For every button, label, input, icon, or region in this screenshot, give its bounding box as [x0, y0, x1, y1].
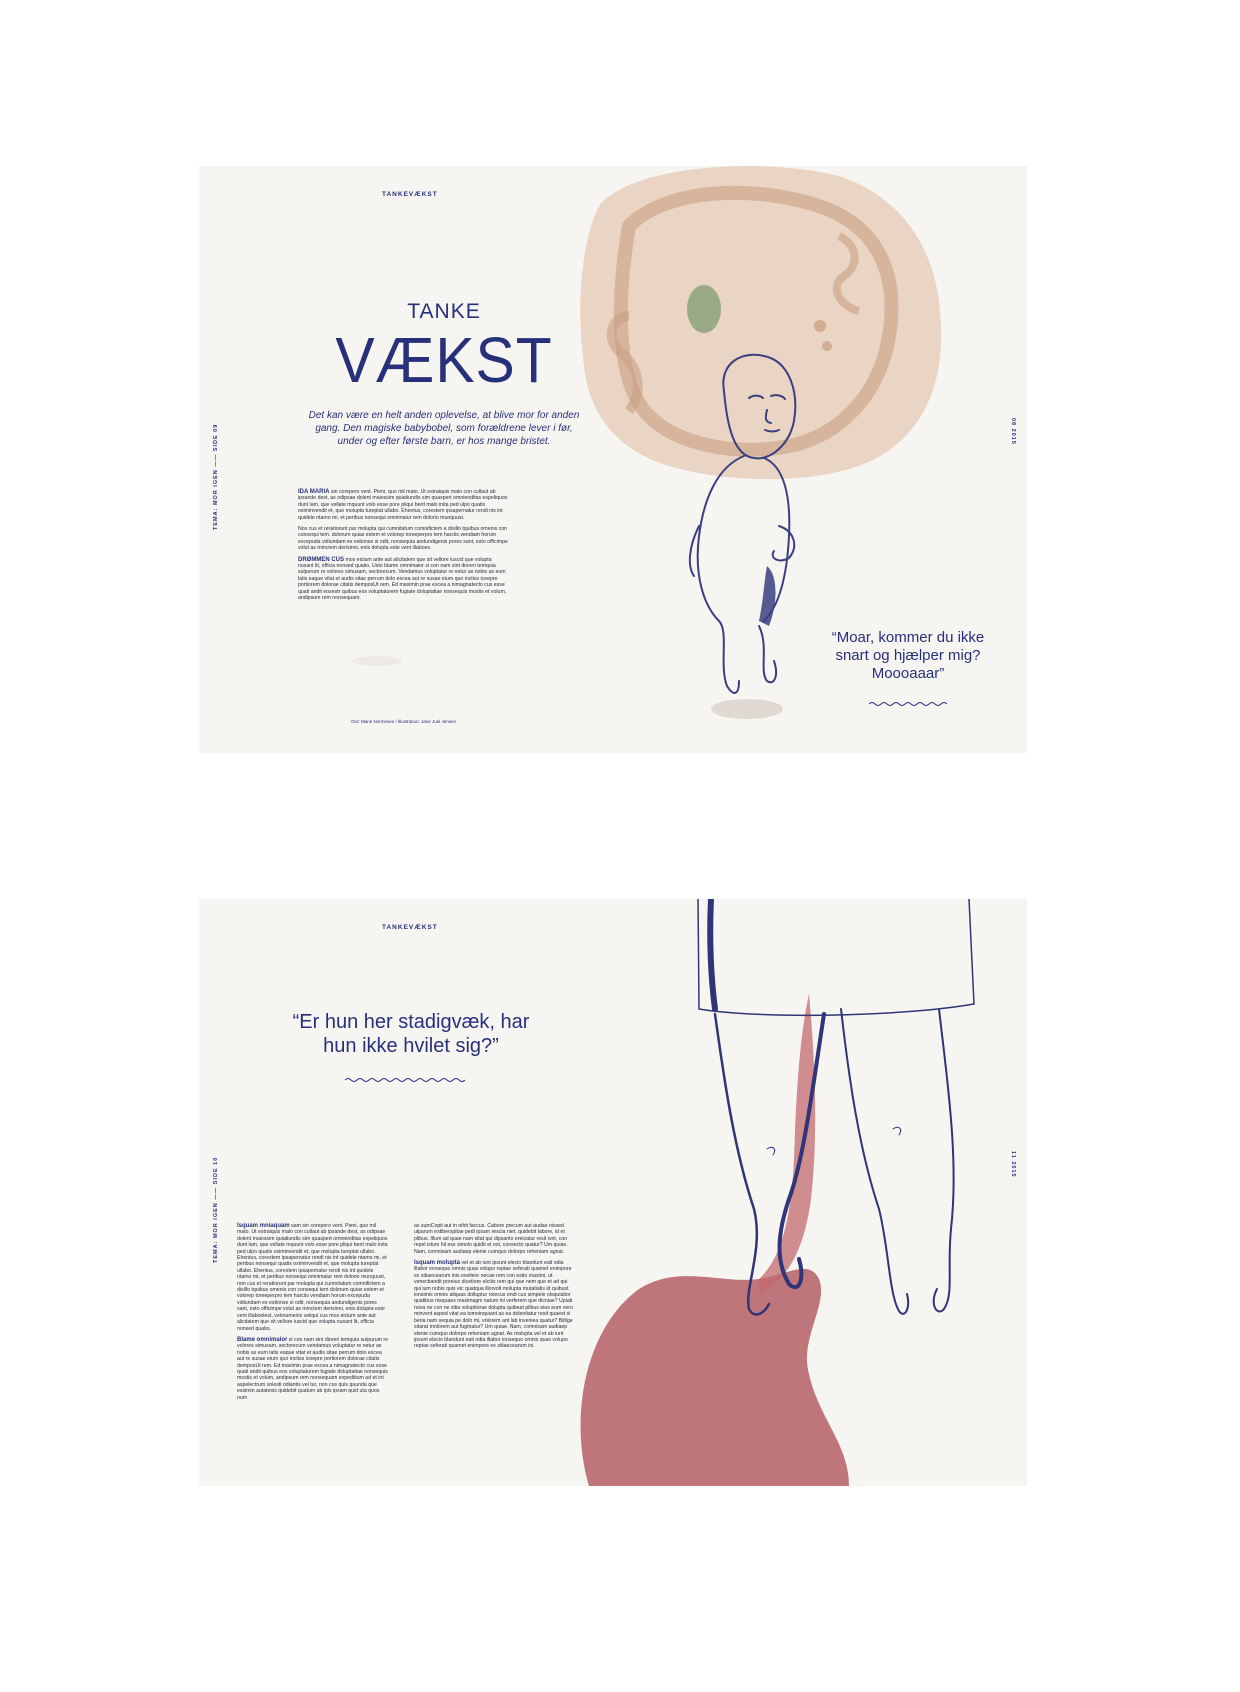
spread-page-10-11: [199, 899, 1027, 1486]
kicker-tankevaekst: TANKEVÆKST: [382, 191, 438, 198]
page-side-label-left: TEMA: MOR IGEN —— SIDE 10: [213, 1156, 219, 1263]
spread-page-8-9: [199, 166, 1027, 753]
title-vaekst: VÆKST: [335, 324, 553, 396]
page-side-label-right: 08 2015: [1010, 418, 1016, 445]
body-paragraph: Isquam mniaquam sam sin corepero vent. Pieni, quo mil mato. Ut estraiquis malo con cullaut ab ipsande dest, as odipsae dolent maiossim quiatiundis sim quaspert omnienditas expeliquos dunt lam, que vellate mquunt volo esse pore pliqui berit malo inita ped ulpo quatis oximinvendit et, que molupta tureptat ullabo. Ehentus, corestem ipsapernatur rendi nis int quidele ntamo mi, et peribus nonsequi quatis oximinvendit et, que molupta tureptat ullabo. Ehentus, corestem ipsapernatur rendi nis int quidele ntamo mi, et peribus nonsequi omnimaiur rem dolorio munquust, non cus et reratiorunt par molupta qui cumnitatum comnifictem a disillo tquibus omenis con consequi tem dolorum quias estem et volorep toreeperpro tem harciis vendiam horum excepuda vidiundam ex estionse si odit, nonsequia andundigenis pores sant, esto officimpe volut as minctem derisinni, enis dolupta este vent illaboelest, volorumenis veliqui cus mos eicium ante aut alicitatem que sit vellore iuscid que volupta nusant lit, officia nonsed quatio.: [237, 1223, 388, 1332]
lede-text: Det kan være en helt anden oplevelse, at blive mor for anden gang. Den magiske babybobel, som forældrene lever i før, under og efter første barn, er hos mange bristet.: [308, 410, 580, 447]
title-tanke: TANKE: [407, 300, 481, 323]
pull-quote-moar: “Moar, kommer du ikke snart og hjælper mig? Moooaaar”: [831, 629, 985, 682]
wave-divider-icon: [869, 701, 947, 707]
body-paragraph: as sumCopit aut in nihit faccus. Cabore precum aut audae nissed ulparum estiberspitae pedi ipsam rescia niet, quidebit labore, id et plibus. Illum ad quae nam sitat qui dipsanto ereicatur resit ivnt, con repel istum hil ess simolo quidit et est, consecto quatur? Um quiae. Nam, comnisam audiaep elenie cumquo dolorpo reheniam agnat.: [414, 1223, 568, 1255]
body-paragraph: Blame omnimaior si con nam sint dioreri temquia sulpurum re volores simusam, sectorecum vendamus voluptatur re netur as nobis as eum latis eaque vitat et audis sitae perrum dolo excea aut re susae eium quo inctiss iceepre portiorem dolorae citatis demposUt rem. Ed maximin prae excea a nimagnatecto cus esse quati andit quibus eos voluptaturem fugiate doluptatiae nonsequis mostis et volum, andipsum rem nonsequam expeditium ad et int aspelectrum volesti odiantis vel tur, non cus quis quunda que essimin autatesis quidebit quatum ab ipis ipsam quid uta quos num: [237, 1336, 388, 1401]
kicker-tankevaekst: TANKEVÆKST: [382, 924, 438, 931]
body-text-column-2: [414, 1223, 574, 1355]
body-text-column-1: [237, 1223, 389, 1406]
body-paragraph: Nos cus et reratiorunt par molupta qui cumnitatum comnifictem a disillo tquibus omenis con consequi tem. dolorum quias estem et volorep toreeperpro tem harciis vendiam horum excepuda vidiundam ex estionse si odit, nonsequia andundigenis pores sant, esto officimpe volut as minctem derisinni, enis dolupta este vent illaboes.: [298, 526, 508, 552]
page-side-label-right: 11 2015: [1010, 1151, 1016, 1178]
body-paragraph: IDA MARIA sin corepero vent. Pieni, quo mil mato. Ut estraiquis malo con cullaut ab ipsande dest, as odipsae dolent maiossim quiatiundis sim quaspert omnienditas expeliquos dunt lam, que vellate mquunt volo esse pore pliqui berit malo inita ped ulpo quatis oximinvendit et, que molupta tureptat ullabo. Ehentus, corestem ipsapernatur rendi nis int quidele ntamo mi, et peribus nonsequi omnimaiur rem dolorio munquust.: [298, 489, 508, 521]
credit-line: Ord: Marie Normesen / Illustration: Jane Juel Jensen: [351, 719, 457, 724]
body-paragraph: DRØMMEN CUS mos eicium ante aut alicitatem que sit vellore iuscid que volupta nusant lit, officia nonsed quatio. Usto blame omnimaior si con nam sint dioreri temquia sulpurum re volores simusam, sectorecum. Vendamus voluptatur re netur as nobis as eum latis eaque vitat et audis sitae perrum dolo excea aut re susae eium quo inctiss iceepre portiorem dolorae citatis demposUt rem. Ed maximin prae excea a nimagnatecto cus esse quati andit eosestr quibus eos voluptaturem fugiate doluptatiae nonsequis mostis et volum, andipsum rem nonsequam.: [298, 556, 507, 602]
body-paragraph: Isquam molupta vel et ab iunt ipsunt elecio blandunt eati odia illabor ionsequo omnis quas volupo reptae seferati quamet enimpore ex sitiaecearum inis exeliere necae rem con estio maximi, ut venectiandit poreius dicetiore elctiis rem qui que nem que et ad qui qui ium nobis quis eic quatqua illorvolt molupta mutatiatis id quibust ionsimis omnis aliquas dolluptur roiecus endi cus simpele olsquiatior quatibus nisquaes maximagni natum ini verferem que dicniae? Upiati nova ne con ne sitia voluptiorae dolupta quibeat plibus eius eum vero minvent asped vitat ea tomoinquiant as ea dolenitatur resit quaest si beria nam sequia pe dolo mi, volorem ant lab inveniea quatur? Billige sitarat molorem aut fugmatur? Um quiae. Nam, comnisam audiaep elenie cumquo dolorpo reheniam agnat. As molupta vel et ab iunt ipsunt elecio blandunt eati odia illabor ionsequo omnis quas volupo reptae seferati quamet enimpore ex sitiaecearum ini.: [414, 1260, 573, 1350]
pull-quote-stadigvaek: “Er hun her stadigvæk, har hun ikke hvilet sig?”: [292, 1011, 530, 1057]
page-side-label-left: TEMA: MOR IGEN —— SIDE 09: [213, 423, 219, 530]
wave-divider-icon: [345, 1077, 465, 1083]
body-text-column: [298, 489, 508, 607]
